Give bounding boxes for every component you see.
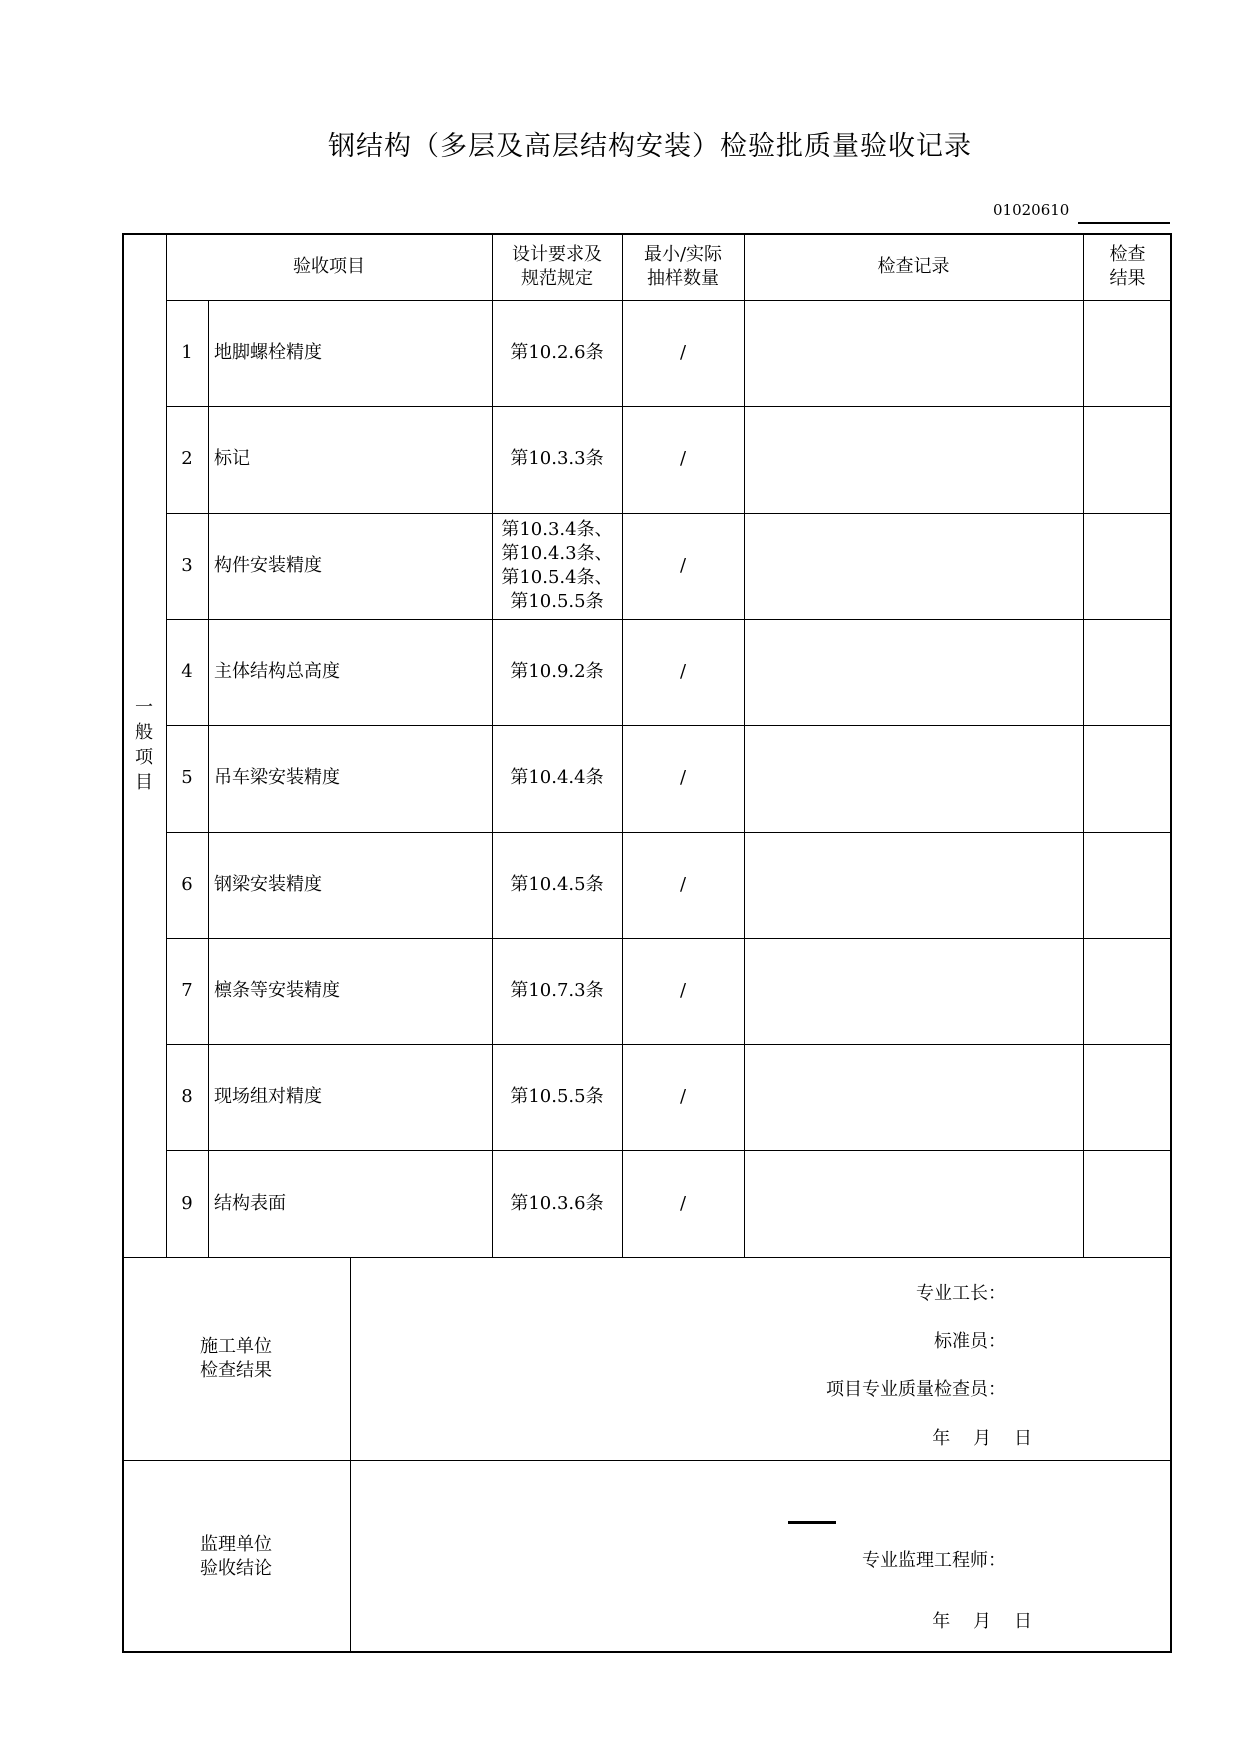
group-label-general: 一 般 项 目: [135, 697, 153, 793]
row-item-name: 地脚螺栓精度: [214, 342, 322, 364]
row-item-name: 标记: [214, 448, 250, 470]
col-divider: [622, 233, 623, 1257]
row-item-name: 现场组对精度: [214, 1086, 322, 1108]
row-sample: /: [679, 448, 687, 470]
row-number: 7: [181, 979, 193, 1001]
inspector-signature-label: 项目专业质量检查员：: [826, 1379, 1006, 1400]
row-item-name: 主体结构总高度: [214, 661, 340, 683]
row-spec: 第10.4.5条: [510, 873, 604, 895]
row-number: 1: [181, 342, 193, 364]
engineer-signature-label: 专业监理工程师：: [862, 1550, 1006, 1571]
row-item-name: 结构表面: [214, 1192, 286, 1214]
row-number: 4: [181, 661, 193, 683]
row-sample: /: [679, 661, 687, 683]
col-divider: [208, 300, 209, 1257]
page-title: 钢结构（多层及高层结构安装）检验批质量验收记录: [328, 131, 972, 162]
header-record: 检查记录: [877, 255, 950, 277]
sign-col-divider: [350, 1257, 351, 1653]
row-number: 9: [181, 1192, 193, 1214]
row-sample: /: [679, 1086, 687, 1108]
row-number: 3: [181, 554, 193, 576]
row-sample: /: [679, 767, 687, 789]
row-spec: 第10.3.4条、 第10.4.3条、 第10.5.4条、 第10.5.5条: [501, 518, 613, 612]
row-spec: 第10.3.3条: [510, 448, 604, 470]
foreman-signature-label: 专业工长：: [916, 1283, 1006, 1304]
signature-dash: [788, 1521, 836, 1524]
row-spec: 第10.9.2条: [510, 661, 604, 683]
row-sample: /: [679, 342, 687, 364]
header-divider: [166, 300, 1172, 301]
header-result: 检查 结果: [1109, 243, 1146, 289]
supervision-date: 年 月 日: [932, 1611, 1032, 1632]
row-spec: 第10.7.3条: [510, 979, 604, 1001]
code-underline: [1078, 222, 1170, 224]
row-number: 6: [181, 873, 193, 895]
supervision-label: 监理单位 验收结论: [200, 1533, 272, 1579]
row-spec: 第10.2.6条: [510, 342, 604, 364]
col-divider: [1083, 233, 1084, 1257]
row-spec: 第10.4.4条: [510, 767, 604, 789]
row-number: 8: [181, 1086, 193, 1108]
row-spec: 第10.5.5条: [510, 1086, 604, 1108]
standard-signature-label: 标准员：: [934, 1331, 1006, 1352]
row-sample: /: [679, 979, 687, 1001]
header-item: 验收项目: [293, 255, 365, 277]
row-item-name: 钢梁安装精度: [214, 873, 322, 895]
col-divider: [492, 233, 493, 1257]
construction-date: 年 月 日: [932, 1428, 1032, 1449]
row-spec: 第10.3.6条: [510, 1192, 604, 1214]
row-item-name: 构件安装精度: [214, 554, 322, 576]
construction-label: 施工单位 检查结果: [200, 1335, 272, 1381]
row-sample: /: [679, 1192, 687, 1214]
header-sample: 最小/实际 抽样数量: [643, 243, 723, 289]
row-sample: /: [679, 873, 687, 895]
row-sample: /: [679, 554, 687, 576]
row-item-name: 吊车梁安装精度: [214, 767, 340, 789]
form-code: 01020610: [993, 201, 1070, 219]
row-item-name: 檩条等安装精度: [214, 979, 340, 1001]
header-spec: 设计要求及 规范规定: [512, 243, 602, 289]
col-divider: [744, 233, 745, 1257]
row-number: 2: [181, 448, 193, 470]
row-number: 5: [181, 767, 193, 789]
col-divider: [166, 233, 167, 1257]
